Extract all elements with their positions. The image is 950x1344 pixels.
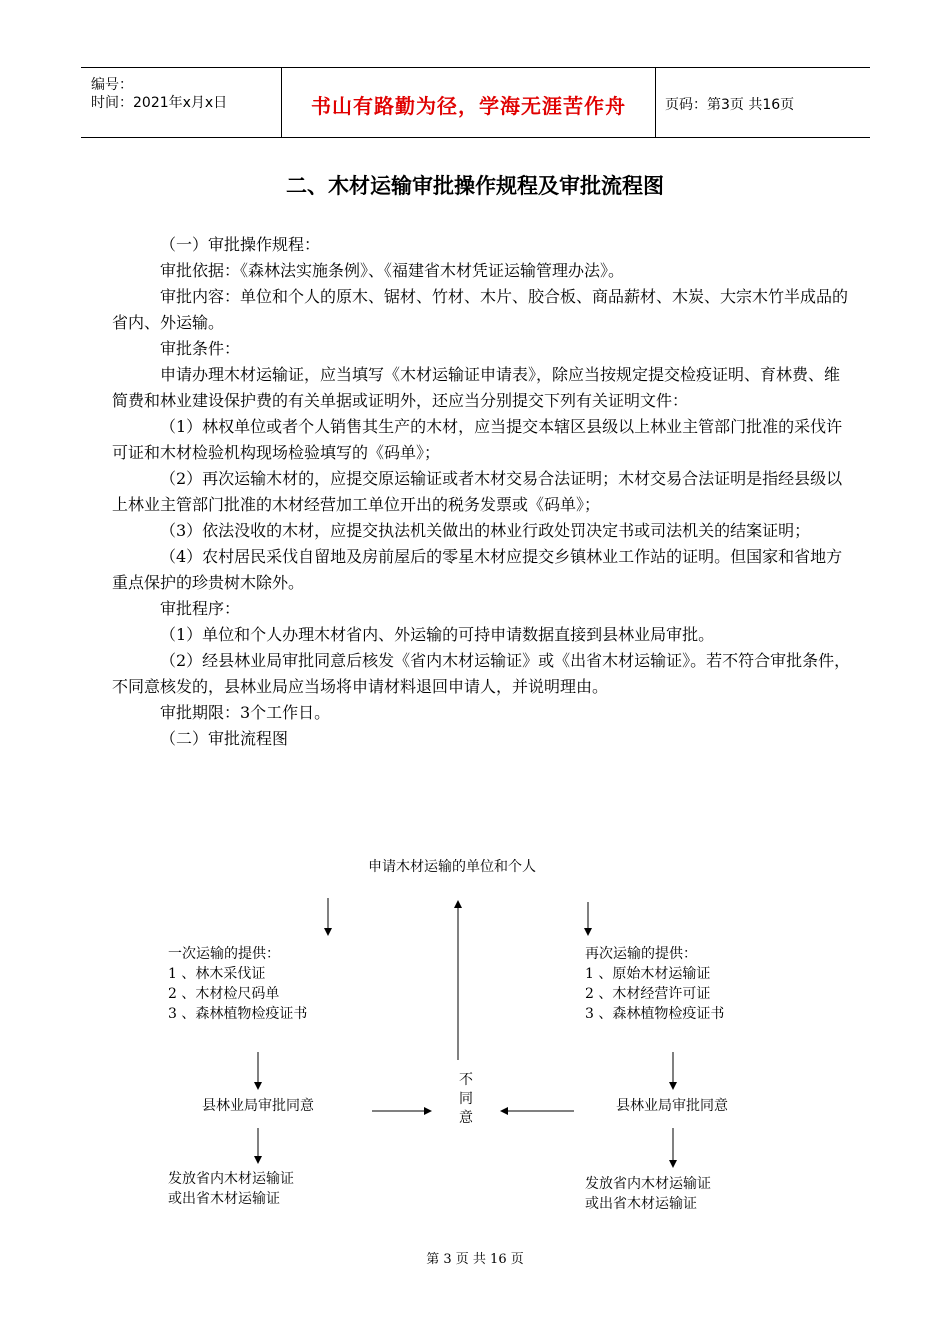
section-title: 二、木材运输审批操作规程及审批流程图 — [286, 174, 664, 198]
flow-repeat-transport-item: 2 、木材经营许可证 — [585, 986, 711, 1002]
flow-first-transport-item: 2 、木材检尺码单 — [168, 986, 280, 1002]
paragraph: 审批程序： — [160, 599, 241, 618]
paragraph: 申请办理木材运输证，应当填写《木材运输证申请表》，除应当按规定提交检疫证明、育林费、维简费和林业建设保护费的有关单据或证明外，还应当分别提交下列有关证明文件： — [112, 365, 841, 410]
flow-left-approval-node: 县林业局审批同意 — [202, 1098, 314, 1114]
header-motto: 书山有路勤为径，学海无涯苦作舟 — [311, 94, 626, 118]
paragraph: 审批依据：《森林法实施条例》、《福建省木材凭证运输管理办法》。 — [160, 261, 625, 280]
flow-left-issue-line: 发放省内木材运输证 — [168, 1171, 294, 1187]
paragraph: （2）经县林业局审批同意后核发《省内木材运输证》或《出省木材运输证》。若不符合审批条件，不同意核发的，县林业局应当场将申请材料退回申请人，并说明理由。 — [112, 651, 851, 696]
paragraph: 审批条件： — [160, 339, 241, 358]
document-time-label: 时间：2021年x月x日 — [91, 95, 228, 111]
flow-first-transport-item: 1 、林木采伐证 — [168, 966, 266, 982]
flow-first-transport-title: 一次运输的提供： — [168, 946, 280, 962]
paragraph: （1）单位和个人办理木材省内、外运输的可持申请数据直接到县林业局审批。 — [160, 625, 715, 644]
page-footer: 第 3 页 共 16 页 — [426, 1252, 524, 1267]
flow-right-approval-node: 县林业局审批同意 — [616, 1098, 728, 1114]
flow-repeat-transport-item: 3 、森林植物检疫证书 — [585, 1006, 725, 1022]
paragraph: （4）农村居民采伐自留地及房前屋后的零星木材应提交乡镇林业工作站的证明。但国家和省地方重点保护的珍贵树木除外。 — [112, 547, 843, 592]
paragraph: （1）林权单位或者个人销售其生产的木材，应当提交本辖区县级以上林业主管部门批准的采伐许可证和木材检验机构现场检验填写的《码单》； — [112, 417, 843, 462]
paragraph: （2）再次运输木材的，应提交原运输证或者木材交易合法证明；木材交易合法证明是指经县级以上林业主管部门批准的木材经营加工单位开出的税务发票或《码单》； — [112, 469, 843, 514]
flow-first-transport-item: 3 、森林植物检疫证书 — [168, 1006, 308, 1022]
page-number-label: 页码：第3页 共16页 — [665, 97, 795, 113]
paragraph: （二）审批流程图 — [160, 729, 289, 748]
flow-disagree-char: 意 — [459, 1110, 473, 1126]
paragraph: 审批内容：单位和个人的原木、锯材、竹材、木片、胶合板、商品薪材、木炭、大宗木竹半成品的省内、外运输。 — [112, 287, 849, 332]
paragraph: （一）审批操作规程： — [160, 235, 321, 254]
paragraph: 审批期限：3个工作日。 — [160, 703, 331, 722]
flow-repeat-transport-item: 1 、原始木材运输证 — [585, 966, 711, 982]
flow-repeat-transport-title: 再次运输的提供： — [585, 946, 697, 962]
flow-right-issue-line: 或出省木材运输证 — [585, 1196, 697, 1212]
flow-left-issue-line: 或出省木材运输证 — [168, 1191, 280, 1207]
document-number-label: 编号： — [91, 77, 133, 93]
flow-right-issue-line: 发放省内木材运输证 — [585, 1176, 711, 1192]
flow-applicant-node: 申请木材运输的单位和个人 — [368, 859, 536, 875]
flow-disagree-char: 同 — [459, 1091, 473, 1107]
flow-disagree-char: 不 — [459, 1072, 473, 1088]
paragraph: （3）依法没收的木材，应提交执法机关做出的林业行政处罚决定书或司法机关的结案证明； — [160, 521, 811, 540]
